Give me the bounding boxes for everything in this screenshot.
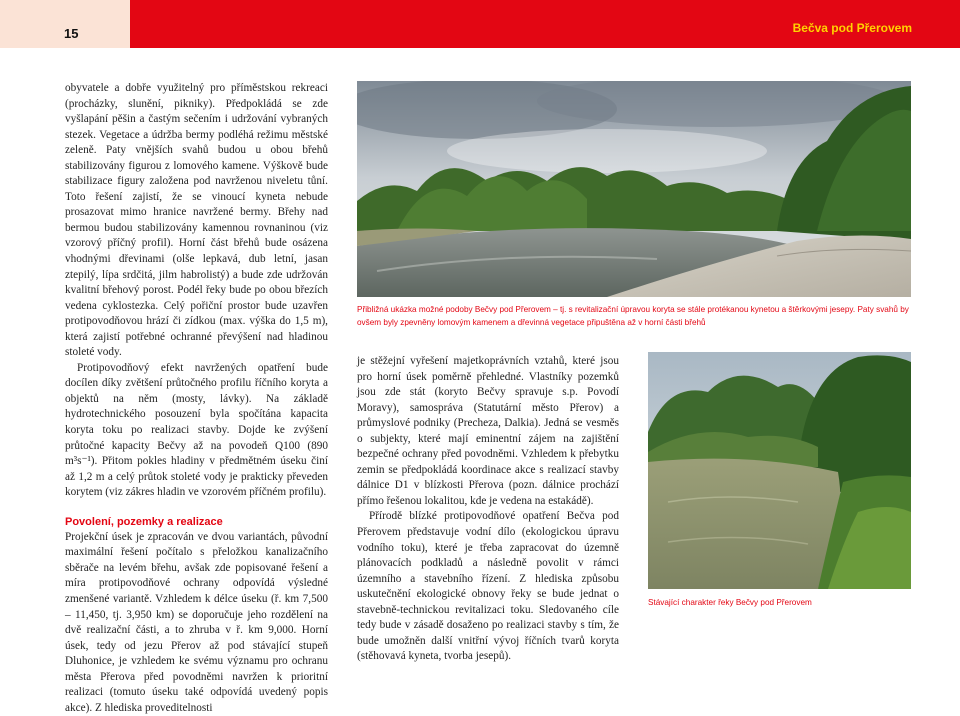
running-title: Bečva pod Přerovem (792, 21, 912, 35)
paragraph: je stěžejní vyřešení majetkoprávních vztahů, které jsou pro horní úsek poměrně přehledné. Vlastníky pozemků jsou zde stát (koryto Bečvy spravuje s.p. Povodí Moravy), samospráva (Statutární město Přerov) a průmyslové podniky (Precheza, Dalkia). Jedná se vesměs o subjekty, které mají eminentní zájem na zajištění bezpečné ochrany před povodněmi. Vzhledem k přebytku zemin se předpokládá koordinace akce s realizací stavby dálnice D1 v blízkosti Přerova (pozn. dálnice prochází přímo řešenou lokalitou, kde je vedena na estakádě). (357, 355, 619, 507)
paragraph: obyvatele a dobře využitelný pro příměstskou rekreaci (procházky, slunění, pikniky). Předpokládá se zde vyšlapání pěšin a častým sečením i udržování vybraných stezek. Vegetace a údržba bermy podléhá režimu městské zeleně. Paty vnějších svahů budou u obou břehů stabilizovány figurou z lomového kamene. Výškově bude stabilizace figury založena pod navrženou niveletu tůní. Toto řešení zajistí, že se vinoucí kyneta nebude prosazovat mimo hranice navržené bermy. Břehy nad bermou budou stabilizovány kamennou rovnaninou (viz vzorový příčný profil). Horní část břehů bude osázena vhodnými dřevinami (olše lepkavá, dub letní, jasan ztepilý, lípa srdčitá, jilm habrolistý) a bude zde udržován kvalitní břehový porost. Podél řeky bude po obou březích vedena cyklostezka. Celý pořiční prostor bude uzavřen protipovodňovou hrází či zídkou (max. výška do 1,5 m), která zajistí potřebné ochranné převýšení nad hladinou stoleté vody. (65, 82, 328, 359)
page-number-box (0, 0, 130, 48)
paragraph: Projekční úsek je zpracován ve dvou variantách, původní maximální řešení počítalo s přeložkou kanalizačního sběrače na levém břehu, avšak zde popisované řešení a míra protipovodňové ochrany odpovídá výsledné zmenšené variantě. Vzhledem k délce úseku (ř. km 7,500 – 11,450, tj. 3,950 km) se doporučuje jeho rozdělení na dvě realizační části, a to zhruba v ř. km 9,000. Horní úsek, tedy od jezu Přerov až pod stávající stupeň Dluhonice, je vzhledem ke svému významu pro ochranu města Přerova před povodněmi navržen k prioritní realizaci (tomuto úseku také odpovídá uvedený popis akce). Z hlediska proveditelnosti (65, 530, 328, 714)
page-number: 15 (64, 26, 79, 41)
photo-caption-top: Přibližná ukázka možné podoby Bečvy pod Přerovem – tj. s revitalizační úpravou koryta se stále protékanou kynetou a štěrkovými jesepy. Paty svahů by ovšem byly zpevněny lomovým kamenem a dřevinná vegetace připuštěna až v horní části břehů (357, 305, 909, 327)
river-photo-top (357, 81, 911, 297)
river-vegetation-image (648, 352, 911, 589)
section-heading: Povolení, pozemky a realizace (65, 515, 223, 528)
paragraph: Protipovodňový efekt navržených opatření bude docílen díky zvětšení průtočného profilu říčního koryta a objektů na něm (mosty, lávky). Na základě hydrotechnického posouzení byla spočítána kapacita koryta toku po realizaci stavby. Dojde ke zvýšení průtočné kapacity Bečvy až na povodeň Q100 (890 m³s⁻¹). Přitom pokles hladiny v předmětném úseku činí až 1,2 m a celý průtok stoleté vody je prakticky převeden korytem (viz zákres hladin ve vzorovém příčném profilu). (65, 361, 328, 499)
paragraph: Přírodě blízké protipovodňové opatření Bečva pod Přerovem představuje vodní dílo (ekologickou úpravu vodního toku), které je třeba zapracovat do územně plánovacích podkladů a následně povolit v rámci územního a stavebního řízení. Z hlediska způsobu uskutečnění ekologické obnovy řeky se bude jednat o stavebně-technickou revitalizaci toku. Sledovaného cíle tedy bude v zásadě dosaženo po realizaci stavby s tím, že bude umožněn další vnitřní vývoj říčních tvarů koryta (stěhovavá kyneta, tvorba jesepů). (357, 510, 619, 663)
river-landscape-image (357, 81, 911, 297)
text-column-left (65, 81, 328, 716)
river-photo-bottom (648, 352, 911, 589)
text-column-right (357, 354, 619, 665)
photo-caption-bottom: Stávající charakter řeky Bečvy pod Přerovem (648, 598, 812, 607)
